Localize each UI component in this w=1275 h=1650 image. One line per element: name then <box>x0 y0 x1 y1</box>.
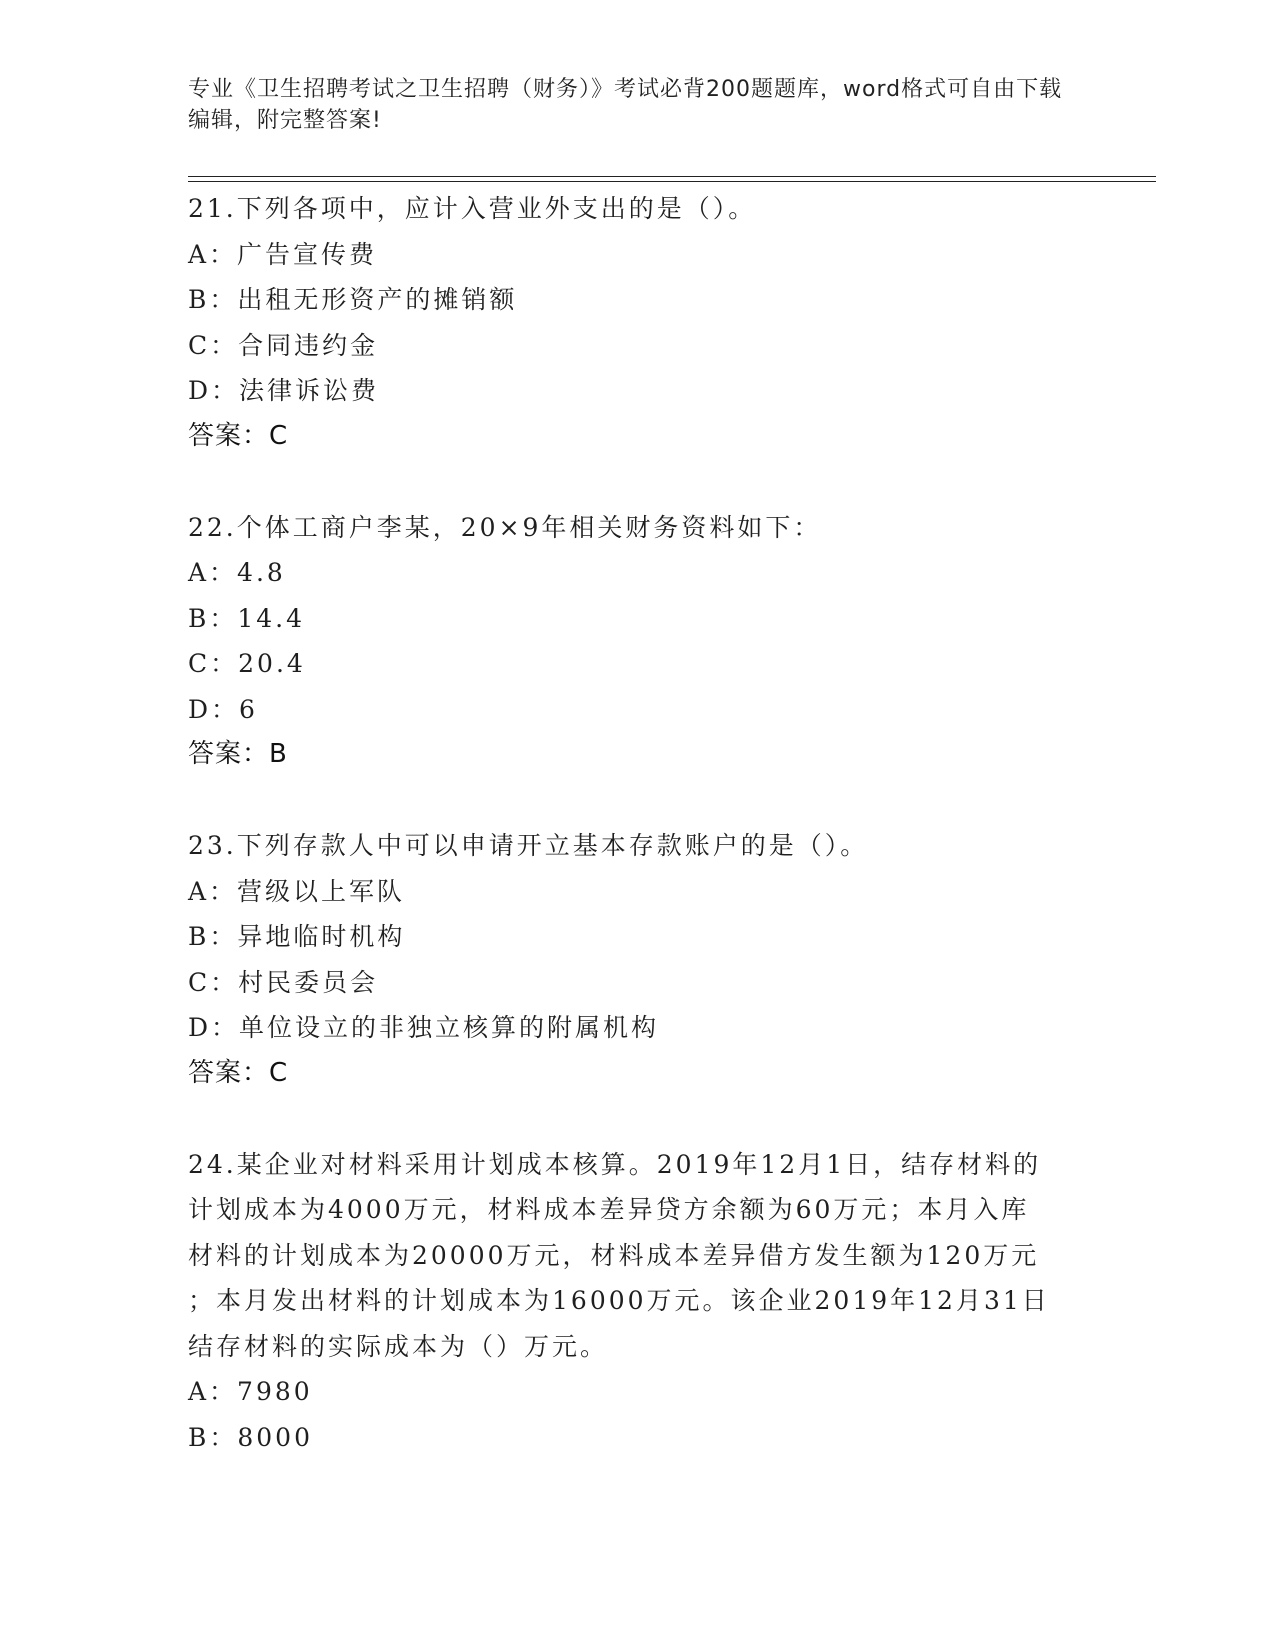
option-b: B：异地临时机构 <box>188 922 406 951</box>
question-24 <box>188 1142 1088 1461</box>
stem-line: 计划成本为4000万元，材料成本差异贷方余额为60万元；本月入库 <box>188 1195 1030 1224</box>
header-divider <box>188 176 1156 182</box>
answer-line: 答案：C <box>188 420 289 451</box>
option-d: D：法律诉讼费 <box>188 376 380 405</box>
option-d: D：单位设立的非独立核算的附属机构 <box>188 1013 660 1042</box>
option-c: C：20.4 <box>188 649 306 678</box>
option-a: A：4.8 <box>188 558 286 587</box>
document-header: 专业《卫生招聘考试之卫生招聘（财务）》考试必背200题题库，word格式可自由下载编辑，附完整答案! <box>188 77 1063 133</box>
option-c: C：合同违约金 <box>188 330 379 360</box>
question-22 <box>188 505 1088 778</box>
question-stem: 23.下列存款人中可以申请开立基本存款账户的是（）。 <box>188 831 869 860</box>
option-a: A：广告宣传费 <box>188 239 378 269</box>
option-c: C：村民委员会 <box>188 967 379 997</box>
option-b: B：14.4 <box>188 603 306 633</box>
question-stem: 21.下列各项中，应计入营业外支出的是（）。 <box>188 194 757 223</box>
question-stem: 22.个体工商户李某，20×9年相关财务资料如下： <box>188 512 822 542</box>
question-23 <box>188 823 1088 1096</box>
option-b: B：8000 <box>188 1422 313 1452</box>
question-21 <box>188 186 1088 459</box>
question-stem <box>188 1142 1068 1370</box>
option-a: A：营级以上军队 <box>188 876 406 906</box>
stem-line: 24.某企业对材料采用计划成本核算。2019年12月1日，结存材料的 <box>188 1149 1042 1179</box>
stem-line: 结存材料的实际成本为（）万元。 <box>188 1331 609 1361</box>
stem-line: 材料的计划成本为20000万元，材料成本差异借方发生额为120万元 <box>188 1240 1040 1270</box>
option-d: D：6 <box>188 694 258 724</box>
option-a: A：7980 <box>188 1377 313 1406</box>
option-b: B：出租无形资产的摊销额 <box>188 285 518 314</box>
stem-line: ；本月发出材料的计划成本为16000万元。该企业2019年12月31日 <box>188 1286 1050 1315</box>
question-list <box>188 186 1088 1506</box>
answer-line: 答案：C <box>188 1057 289 1088</box>
answer-line: 答案：B <box>188 739 288 769</box>
